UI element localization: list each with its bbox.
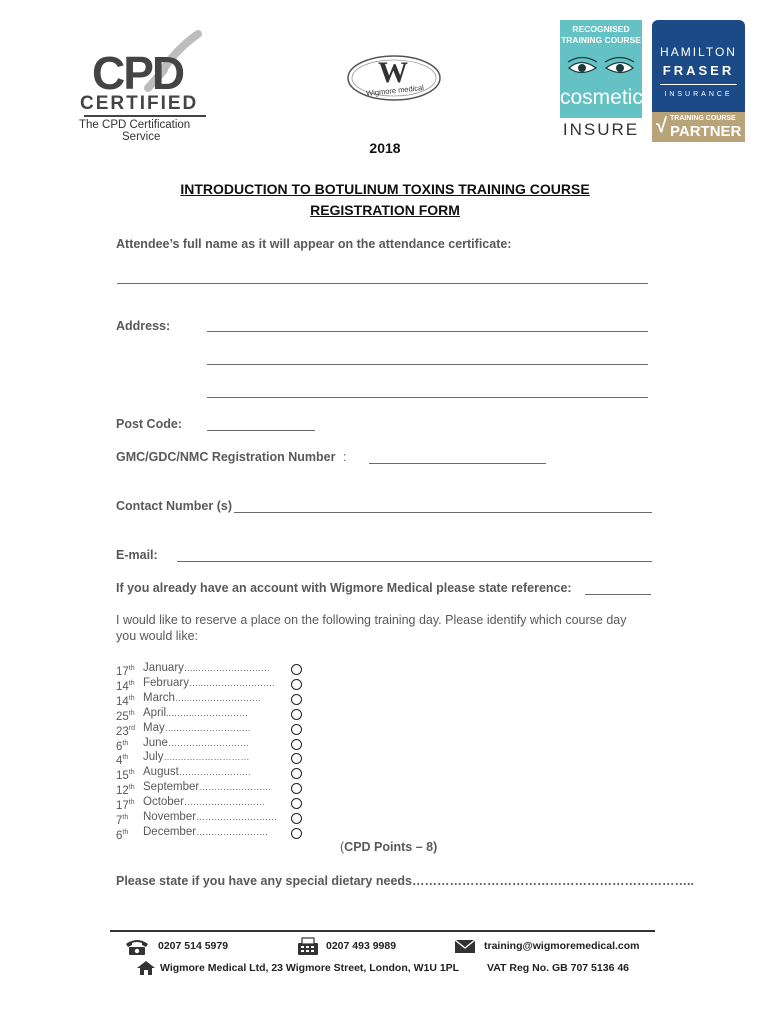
course-month [143,780,271,795]
contact-number-field[interactable] [234,512,652,513]
course-leader-dots: …………………… [196,826,269,837]
course-day-suffix: rd [128,724,136,732]
hamilton-word: HAMILTON [660,45,737,59]
course-month-name: February [143,676,190,689]
course-day-suffix: th [122,814,129,821]
course-day-number: 17 [116,800,129,813]
account-reference-label: If you already have an account with Wigmore Medical please state reference: [116,581,572,595]
eyes-icon [566,55,636,81]
course-day-number: 17 [116,666,129,678]
course-month-name: April [143,706,167,719]
cosmetic-recognised: RECOGNISED [572,24,630,34]
hamilton-fraser-logo [652,20,745,142]
address-field-line1[interactable] [207,331,648,332]
course-leader-dots: …………………… [199,782,272,793]
telephone-icon [124,938,150,956]
course-month [143,810,277,825]
course-day-number: 6 [116,829,123,842]
course-month [143,661,270,676]
course-select-radio[interactable] [291,709,302,720]
account-reference-field[interactable] [585,594,651,595]
course-day-number: 6 [116,740,123,753]
form-title-line2: REGISTRATION FORM [310,202,460,218]
course-day-number: 23 [116,725,129,738]
footer-fax[interactable]: 0207 493 9989 [326,940,397,952]
attendee-name-label: Attendee’s full name as it will appear on the attendance certificate: [116,237,512,251]
course-month-name: November [143,811,197,823]
course-day-suffix: th [128,799,135,807]
reserve-instruction-line1: I would like to reserve a place on the following training day. Please identify which course day [116,613,627,627]
partner-training-course: TRAINING COURSE [670,115,736,122]
fraser-word: FRASER [662,63,735,78]
course-day-suffix: th [128,665,135,672]
course-leader-dots: …..…………………… [183,663,270,673]
cpd-letters: CPD [92,47,184,99]
course-month [143,795,265,810]
course-select-radio[interactable] [291,768,302,779]
course-leader-dots: …..…………………… [163,752,250,763]
course-leader-dots: ……………………… [183,797,265,808]
course-date-row [116,810,278,827]
cpd-service-line2: Service [122,131,161,143]
course-day-suffix: th [128,679,135,687]
course-select-radio[interactable] [291,783,302,794]
course-day-suffix: th [128,784,135,792]
course-date-row [116,706,249,723]
form-title-line1: INTRODUCTION TO BOTULINUM TOXINS TRAINING COURSE [180,181,590,197]
course-select-radio[interactable] [291,798,302,809]
course-month [143,765,251,780]
course-date-row [116,691,261,708]
course-day-number: 12 [116,785,129,798]
course-day-number: 14 [116,695,129,708]
course-day-suffix: th [128,769,135,777]
contact-number-label: Contact Number (s) [116,499,232,513]
check-mark-icon: √ [656,115,667,137]
course-date-row [116,780,272,798]
course-month [143,676,275,691]
course-month-name: March [143,691,175,704]
gmc-registration-field[interactable] [369,463,546,464]
course-day-number: 15 [116,770,129,783]
course-leader-dots: ……………………… [167,737,249,748]
course-day [116,830,128,842]
postcode-label: Post Code: [116,417,182,431]
insure-word: INSURE [562,120,640,139]
course-month-name: January [143,662,184,674]
course-leader-dots: ..……..……………… [166,707,249,718]
course-date-row [116,676,276,693]
course-month [143,750,249,765]
course-leader-dots: ……………………… [196,812,278,822]
course-day-suffix: th [128,694,135,702]
course-month [143,691,261,706]
course-day-number: 14 [116,680,129,693]
course-day-number: 4 [116,755,123,768]
course-select-radio[interactable] [291,739,302,750]
cpd-points-open: ( [340,840,345,854]
partner-word: PARTNER [670,123,742,140]
course-leader-dots: …..…………………… [174,692,261,703]
dietary-needs-label: Please state if you have any special dietary needs………………………………………………………….. [116,874,694,888]
insurance-word: INSURANCE [664,91,733,98]
course-month [143,721,251,736]
course-month-name: May [143,721,165,734]
footer-email[interactable]: training@wigmoremedical.com [484,940,640,952]
wigmore-w-letter: W [378,56,408,89]
course-day-number: 25 [116,710,129,723]
course-select-radio[interactable] [291,828,302,839]
course-day-suffix: th [122,754,129,762]
cpd-certified-text: CERTIFIED [80,93,199,114]
course-date-row [116,736,249,753]
fax-icon [297,937,319,956]
wigmore-medical-logo [346,54,442,102]
course-day-suffix: th [128,709,135,717]
address-field-line2[interactable] [207,364,648,365]
course-leader-dots: …..…………………… [164,722,251,733]
course-select-radio[interactable] [291,664,302,675]
course-date-row [116,661,270,678]
house-icon [136,960,156,976]
course-month-name: December [143,825,197,838]
envelope-icon [454,939,476,954]
course-date-row [116,750,250,768]
course-leader-dots: …..…………………… [189,677,276,688]
course-month-name: July [143,751,164,764]
course-select-radio[interactable] [291,694,302,705]
reserve-instruction-line2: you would like: [116,629,198,643]
wigmore-arc-text: Wigmore medical [365,82,425,99]
email-label: E-mail: [116,548,158,562]
course-date-row [116,825,269,842]
cosmetic-training-course: TRAINING COURSE [561,35,641,45]
address-field-line3[interactable] [207,397,648,398]
gmc-label: GMC/GDC/NMC Registration Number [116,450,336,464]
cosmetic-insure-logo [560,20,642,142]
cpd-certified-logo [78,28,218,148]
course-month-name: October [143,796,184,809]
year-heading: 2018 [369,140,401,156]
course-day-number: 7 [116,815,123,827]
cosmetic-word: cosmetic [560,86,643,109]
course-month [143,706,248,721]
course-select-radio[interactable] [291,753,302,764]
gmc-colon: : [343,450,347,464]
course-month-name: September [143,781,200,794]
footer-top-rule [110,930,655,932]
email-field[interactable] [177,561,652,562]
course-select-radio[interactable] [291,724,302,735]
address-label: Address: [116,319,171,333]
course-date-row [116,765,251,783]
footer-phone[interactable]: 0207 514 5979 [158,940,229,952]
course-leader-dots: …………………… [178,767,251,778]
footer-address: Wigmore Medical Ltd, 23 Wigmore Street, London, W1U 1PL [160,962,460,974]
course-day-suffix: th [122,828,129,836]
attendee-name-field[interactable] [117,283,648,284]
footer-vat: VAT Reg No. GB 707 5136 46 [487,962,630,974]
course-day-suffix: th [122,739,129,747]
postcode-field[interactable] [207,430,315,431]
cpd-service-line1: The CPD Certification [79,119,191,131]
course-month-name: June [143,736,168,749]
course-date-row [116,721,251,738]
course-select-radio[interactable] [291,813,302,824]
course-select-radio[interactable] [291,679,302,690]
course-date-row [116,795,265,813]
course-month [143,825,268,840]
cpd-points [340,840,437,854]
course-month [143,736,249,751]
cpd-points-text: CPD Points – 8) [344,840,438,854]
course-month-name: August [143,766,179,779]
